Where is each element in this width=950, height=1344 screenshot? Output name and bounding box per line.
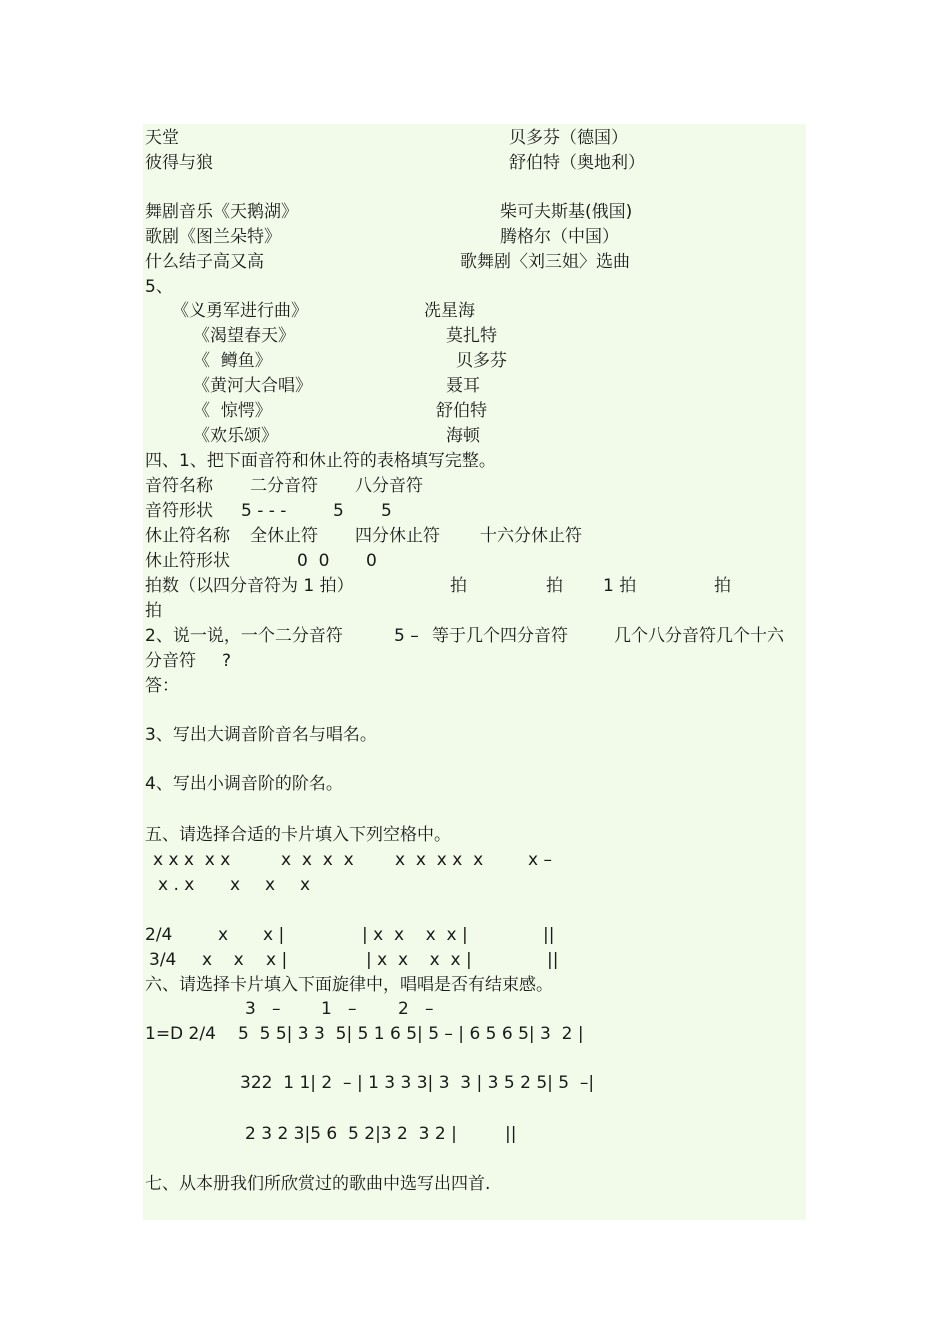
melody-card: 1 – (321, 999, 357, 1019)
text-line: 什么结子高又高 (145, 252, 264, 272)
rhythm-card: x – (528, 850, 552, 870)
text-line: 《渴望春天》 (193, 326, 295, 346)
text-line: 贝多芬 (456, 351, 507, 371)
document-page (143, 124, 806, 1220)
table-cell: 二分音符 (250, 476, 318, 496)
table-cell: 休止符形状 (145, 551, 230, 571)
rhythm-line: x x (202, 950, 244, 970)
table-cell: 八分音符 (355, 476, 423, 496)
text-line: 贝多芬（德国） (509, 128, 628, 148)
text-line: 《 惊愕》 (193, 401, 272, 421)
question-text: ? (222, 651, 232, 671)
table-cell: 拍 (714, 576, 731, 596)
text-line: 舒伯特 (436, 401, 487, 421)
text-line: 聂耳 (446, 376, 480, 396)
question-text: 几个八分音符几个十六 (614, 626, 784, 646)
table-cell: 5 - - - (241, 501, 287, 521)
section-heading: 四、1、把下面音符和休止符的表格填写完整。 (145, 451, 496, 471)
section-heading: 五、请选择合适的卡片填入下列空格中。 (145, 825, 451, 845)
text-line: 冼星海 (424, 301, 475, 321)
text-line: 《欢乐颂》 (193, 426, 278, 446)
section-heading: 六、请选择卡片填入下面旋律中，唱唱是否有结束感。 (145, 975, 553, 995)
table-cell: 拍 (450, 576, 467, 596)
text-line: 《 鳟鱼》 (193, 351, 272, 371)
text-line: 舒伯特（奥地利） (509, 153, 645, 173)
text-line: 天堂 (145, 128, 179, 148)
text-line: 舞剧音乐《天鹅湖》 (145, 202, 298, 222)
rhythm-line: x | (263, 925, 285, 945)
question-text: 等于几个四分音符 (432, 626, 568, 646)
rhythm-card: x (300, 875, 311, 895)
text-line: 莫扎特 (446, 326, 497, 346)
table-cell: 0 0 (297, 551, 330, 571)
table-cell: 5 (333, 501, 344, 521)
table-cell: 拍 (145, 601, 162, 621)
question-text: 3、写出大调音阶音名与唱名。 (145, 725, 377, 745)
table-cell: 1 拍 (603, 576, 637, 596)
rhythm-line: x | (266, 950, 288, 970)
text-line: 海顿 (446, 426, 480, 446)
rhythm-line: | x x x x | (362, 925, 468, 945)
question-text: 5 – (394, 626, 419, 646)
table-cell: 休止符名称 (145, 526, 230, 546)
rhythm-line: 2/4 (145, 925, 173, 945)
text-line: 《义勇军进行曲》 (172, 301, 308, 321)
text-line: 腾格尔（中国） (500, 227, 619, 247)
text-line: 歌剧《图兰朵特》 (145, 227, 281, 247)
table-cell: 5 (381, 501, 392, 521)
table-cell: 四分休止符 (355, 526, 440, 546)
question-text: 2、说一说，一个二分音符 (145, 626, 343, 646)
rhythm-card: x . x (158, 875, 195, 895)
table-cell: 拍 (546, 576, 563, 596)
text-line: 《黄河大合唱》 (193, 376, 312, 396)
rhythm-card: x x x x x (395, 850, 484, 870)
text-line: 彼得与狼 (145, 153, 213, 173)
text-line: 5、 (145, 277, 173, 297)
rhythm-line: x (218, 925, 229, 945)
melody-line: 322 1 1| 2 – | 1 3 3 3| 3 3 | 3 5 2 5| 5 –| (240, 1073, 595, 1093)
rhythm-line: 3/4 (149, 950, 177, 970)
table-cell: 全休止符 (250, 526, 318, 546)
melody-card: 3 – (245, 999, 281, 1019)
answer-label: 答： (145, 676, 179, 696)
melody-line: 5 5 5| 3 3 5| 5 1 6 5| 5 – | 6 5 6 5| 3 2 | (238, 1024, 584, 1044)
table-cell: 拍数（以四分音符为 1 拍） (145, 576, 354, 596)
rhythm-card: x x x x x (153, 850, 231, 870)
rhythm-card: x (230, 875, 241, 895)
melody-line: 2 3 2 3|5 6 5 2|3 2 3 2 | (245, 1124, 457, 1144)
melody-line: || (505, 1124, 517, 1144)
text-line: 柴可夫斯基(俄国) (500, 202, 633, 222)
table-cell: 0 (366, 551, 377, 571)
rhythm-line: | x x x x | (366, 950, 472, 970)
table-cell: 十六分休止符 (480, 526, 582, 546)
question-text: 4、写出小调音阶的阶名。 (145, 774, 343, 794)
table-cell: 音符名称 (145, 476, 213, 496)
section-heading: 七、从本册我们所欣赏过的歌曲中选写出四首. (145, 1174, 491, 1194)
melody-card: 2 – (398, 999, 434, 1019)
rhythm-card: x x x x (281, 850, 354, 870)
melody-key: 1=D 2/4 (145, 1024, 216, 1044)
rhythm-card: x (265, 875, 276, 895)
rhythm-line: || (543, 925, 555, 945)
question-text: 分音符 (145, 651, 196, 671)
text-line: 歌舞剧〈刘三姐〉选曲 (460, 252, 630, 272)
rhythm-line: || (547, 950, 559, 970)
table-cell: 音符形状 (145, 501, 213, 521)
